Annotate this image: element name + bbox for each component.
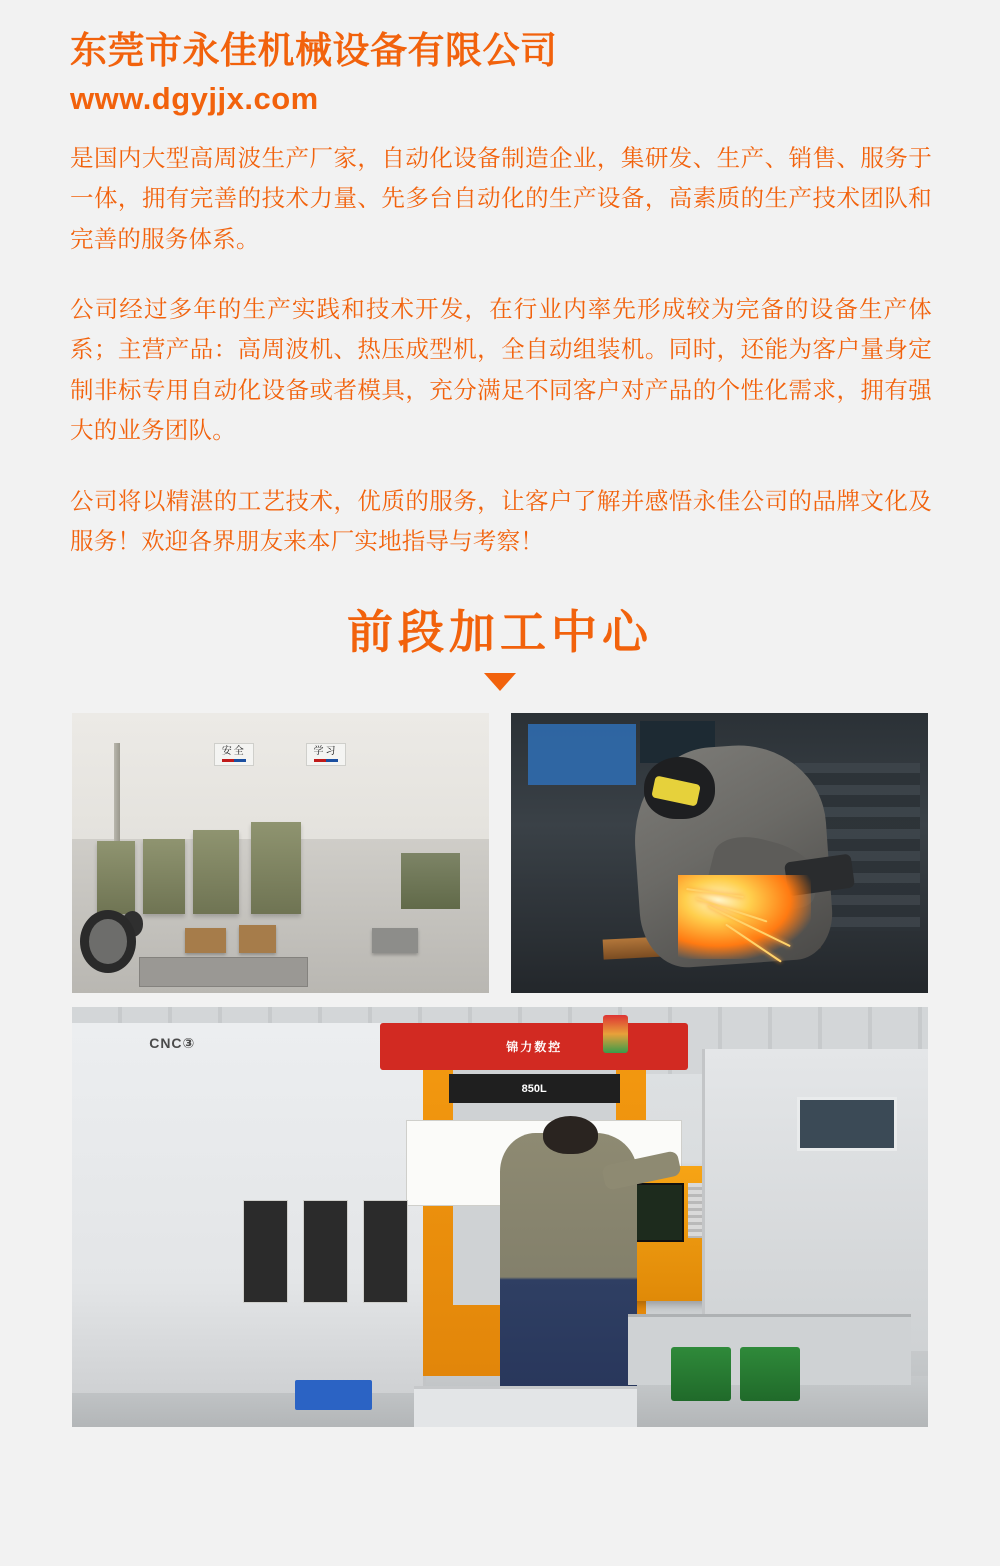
background-panel [528, 724, 636, 786]
company-name: 东莞市永佳机械设备有限公司 [70, 30, 558, 71]
milling-machine [97, 841, 135, 914]
warning-placard [243, 1200, 288, 1303]
company-introduction [0, 138, 1000, 562]
work-bench [185, 928, 227, 953]
safety-sign-label: 安全 [221, 746, 246, 758]
intro-paragraph-1: 是国内大型高周波生产厂家，自动化设备制造企业，集研发、生产、销售、服务于一体，拥有完善的技术力量、先多台自动化的生产设备，高素质的生产技术团队和完善的服务体系。 [70, 144, 932, 252]
waste-bin [740, 1347, 800, 1402]
warning-placard [363, 1200, 408, 1303]
operator-head [543, 1116, 599, 1154]
cnc-machine-label: CNC③ [149, 1034, 196, 1051]
sign-underline [222, 759, 246, 762]
parts-tray [295, 1380, 372, 1409]
cnc-machine-right [702, 1049, 928, 1351]
page-header [0, 0, 1000, 120]
spark-burst [678, 875, 811, 959]
warning-placard [303, 1200, 348, 1303]
milling-machine [251, 822, 301, 914]
work-bench [372, 928, 418, 953]
study-sign-label: 学习 [313, 746, 338, 758]
photo-gallery [0, 713, 1000, 1427]
gallery-row-top [72, 713, 928, 993]
sign-underline [314, 759, 338, 762]
milling-machine [193, 830, 239, 914]
floor-steel-plate [139, 957, 308, 987]
cnc-display-screen [797, 1097, 896, 1151]
worker-grinding-sparks-photo [511, 713, 928, 993]
study-sign [306, 743, 346, 766]
section-header [0, 605, 1000, 690]
tool-cabinet [401, 853, 459, 909]
milling-machine-workshop-photo [72, 713, 489, 993]
model-plate: 850L [449, 1074, 620, 1103]
brand-plate: 锦力数控 [380, 1023, 688, 1069]
section-title: 前段加工中心 [347, 606, 653, 659]
safety-sign [214, 743, 254, 766]
waste-bin [671, 1347, 731, 1402]
milling-machine [143, 839, 185, 915]
work-table [414, 1386, 637, 1427]
cnc-machining-center-photo [72, 1007, 928, 1427]
tire [80, 910, 136, 973]
company-website: www.dgyjjx.com [70, 80, 319, 116]
work-bench [239, 925, 277, 953]
intro-paragraph-2: 公司经过多年的生产实践和技术开发，在行业内率先形成较为完备的设备生产体系；主营产品：高周波机、热压成型机，全自动组装机。同时，还能为客户量身定制非标专用自动化设备或者模具，充分满足不同客户对产品的个性化需求，拥有强大的业务团队。 [70, 296, 932, 444]
workshop-wall [72, 713, 489, 839]
signal-tower-light [603, 1015, 629, 1053]
triangle-down-icon [484, 673, 516, 691]
intro-paragraph-3: 公司将以精湛的工艺技术，优质的服务，让客户了解并感悟永佳公司的品牌文化及服务！欢迎各界朋友来本厂实地指导与考察！ [70, 487, 932, 555]
